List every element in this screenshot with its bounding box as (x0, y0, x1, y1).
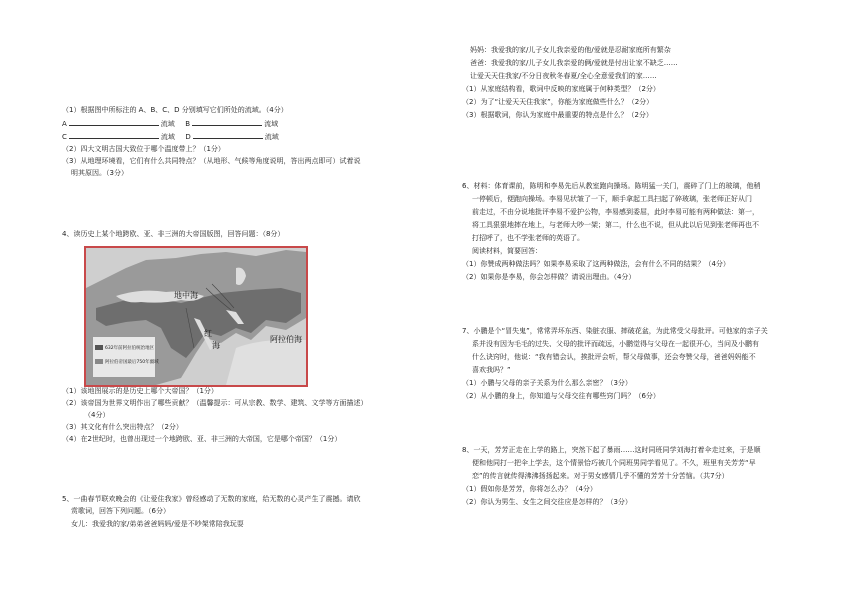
q7-line1: 7、小鹏是个“冒失鬼”，常常弄坏东西、染脏衣服、摔破花盆，为此常受父母批评。可他家的亲子关 (462, 327, 768, 335)
blank-c[interactable] (69, 130, 159, 139)
lyric-mother: 妈妈：我爱我的家/儿子女儿我亲爱的他/爱就是忍耐家庭所有繁杂 (470, 46, 671, 54)
right-column (462, 0, 792, 595)
q4-part2-line2: （4分） (84, 411, 110, 419)
q7-part2: （2）从小鹏的身上，你知道与父母交往有哪些窍门吗？（6分） (462, 392, 660, 400)
q8-line3: 恋”的传言就传得沸沸扬扬起来。对于男女感情几乎不懂的芳芳十分苦恼。（共7分） (472, 472, 729, 480)
blank-d[interactable] (193, 130, 263, 139)
lyric-daughter: 女儿：我爱我的家/弟弟爸爸妈妈/爱是不吵架常陪我玩耍 (71, 520, 244, 528)
lyric-chorus: 让爱天天住我家/不分日夜秋冬春夏/全心全意爱我们的家…… (470, 72, 657, 80)
q4-part4: （4）在2世纪时，也曾出现过一个地跨欧、亚、非三洲的大帝国，它是哪个帝国？（1分） (62, 435, 342, 443)
q6-prompt: 阅读材料，简要回答： (472, 247, 542, 255)
q3-part1: （1）根据图中所标注的 A、B、C、D 分别填写它们所处的流域。（4分） (62, 106, 288, 114)
q8-part1: （1）假如你是芳芳，你将怎么办？（4分） (462, 485, 597, 493)
q6-line4: 将工具狠狠地摔在地上，与老师大吵一架；第二，什么也不说，但从此以后见到张老师再也不 (472, 221, 759, 229)
q6-part2: （2）如果你是李易，你会怎样做？请说出理由。（4分） (462, 273, 636, 281)
q8-line2: 便和他同打一把伞上学去，这个情景恰巧被几个同班男同学看见了。不久，班里有关芳芳“早 (472, 459, 756, 467)
label-arabian-sea: 阿拉伯海 (270, 335, 302, 344)
q6-line2: 一停顿后，便跑向操场。李易见状皱了一下，顺手拿起工具扫起了碎玻璃，张老师正好从门 (472, 195, 752, 203)
q6-line5: 打招呼了，也不学张老师的英语了。 (472, 234, 584, 242)
empire-map (84, 246, 308, 387)
q5-intro-line1: 5、一曲春节联欢晚会的《让爱住我家》曾经感动了无数的家庭，给无数的心灵产生了震撼。请欣 (62, 495, 361, 503)
label-d: D (185, 133, 191, 141)
blank-a[interactable] (69, 117, 159, 126)
q3-blank-row-1: A 流域 B 流域 (62, 117, 278, 130)
q4-part1: （1）该地图展示的是历史上哪个大帝国？（1分） (62, 387, 218, 395)
q4-part3: （3）其文化有什么突出特点？（2分） (62, 423, 183, 431)
q3-blank-row-2: C 流域 D 流域 (62, 130, 279, 143)
map-legend: 632年前阿拉伯统治地区 阿拉伯帝国最后750年疆域 (92, 336, 156, 378)
label-a: A (62, 120, 67, 128)
q4-title: 4、读历史上某个地跨欧、亚、非三洲的大帝国版图，回答问题：（8分） (62, 230, 285, 238)
label-red-sea-1: 红 (204, 329, 212, 338)
q8-line1: 8、一天，芳芳正走在上学的路上，突然下起了暴雨……这时同班同学刘海打着伞走过来，于是顺 (462, 446, 761, 454)
lyric-father: 爸爸：我爱我的家/儿子女儿我亲爱的俩/爱就是付出让家不缺乏…… (470, 59, 678, 67)
q3-part3-line2: 明其原因。（3分） (71, 169, 128, 177)
q6-line3: 前走过，不由分说地批评李易不爱护公物，李易感到委屈，此时李易可能有两种做法：第一， (472, 208, 759, 216)
legend-swatch-2 (95, 359, 103, 364)
legend-swatch-1 (95, 345, 103, 350)
q4-part2-line1: （2）该帝国为世界文明作出了哪些贡献？（温馨提示：可从宗教、数学、建筑、文学等方面描述） (62, 399, 368, 407)
q7-part1: （1）小鹏与父母的亲子关系为什么那么亲密？（3分） (462, 379, 632, 387)
q6-line1: 6、材料：体育课前，陈明和李易先后从教室跑向操场。陈明猛一关门，震碎了门上的玻璃，他稍 (462, 182, 761, 190)
label-red-sea-2: 海 (212, 341, 220, 350)
q7-line4: 喜欢我吗？” (472, 366, 511, 374)
label-c: C (62, 133, 67, 141)
q6-part1: （1）你赞成两种做法吗？如果李易采取了这两种做法，会有什么不同的结果？（4分） (462, 260, 730, 268)
q5-part1: （1）从家庭结构看，歌词中反映的家庭属于何种类型？（2分） (462, 85, 660, 93)
q5-part2: （2）为了“让爱天天住我家”，你能为家庭做些什么？（2分） (462, 98, 654, 106)
q7-line2: 系并没有因为毛毛的过失、父母的批评而疏远，小鹏觉得与父母在一起很开心，当问及小鹏有 (472, 340, 759, 348)
q7-line3: 什么诀窍时，他说：“我有错会认，挨批评会听，帮父母做事，还会夸赞父母，爸爸妈妈能不 (472, 353, 756, 361)
q3-part3-line1: （3）从地理环境看，它们有什么共同特点？（从地形、气候等角度说明，答出两点即可）试着说 (62, 157, 361, 165)
q5-intro-line2: 赏歌词，回答下列问题。（6分） (71, 507, 170, 515)
q3-part2: （2）四大文明古国大致位于哪个温度带上？（1分） (62, 145, 225, 153)
blank-b[interactable] (192, 117, 262, 126)
q8-part2: （2）你认为男生、女生之间交往应是怎样的？（3分） (462, 498, 632, 506)
label-b: B (185, 120, 191, 128)
label-mediterranean: 地中海 (174, 291, 198, 300)
q5-part3: （3）根据歌词，你认为家庭中最重要的特点是什么？（2分） (462, 111, 653, 119)
